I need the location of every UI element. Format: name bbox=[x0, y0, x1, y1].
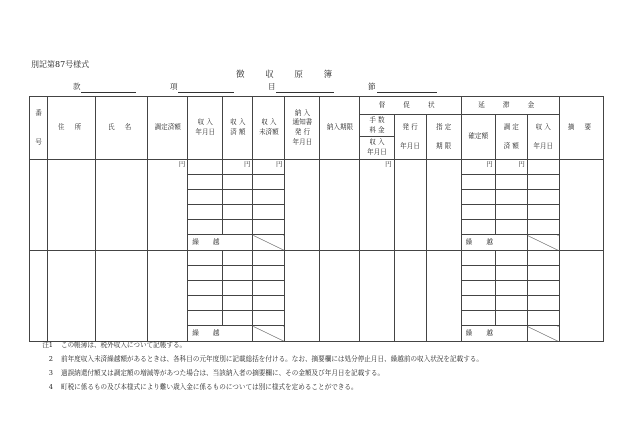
late-carryover-label: 繰 越 bbox=[461, 235, 527, 251]
cell-late-recv bbox=[527, 175, 559, 190]
cell-notice bbox=[285, 160, 320, 251]
header-due: 納入期限 bbox=[320, 97, 360, 160]
cell-received bbox=[223, 296, 253, 311]
note-3: 3 過誤納還付額又は調定額の増減等があつた場合は、当該納入者の摘要欄に、その金額及び年月日を記載する。 bbox=[48, 369, 385, 377]
cell-late-recv bbox=[527, 266, 559, 281]
cell-received bbox=[223, 205, 253, 220]
cell-issue bbox=[394, 160, 426, 251]
header-ban: 番 号 bbox=[30, 97, 48, 160]
carryover-label: 繰 越 bbox=[188, 326, 253, 342]
cell-receipt-date bbox=[188, 160, 223, 175]
cell-issue bbox=[394, 251, 426, 342]
cell-name bbox=[96, 251, 148, 342]
cell-received bbox=[223, 281, 253, 296]
carryover-diagonal bbox=[253, 235, 285, 251]
meta-kan bbox=[73, 83, 81, 91]
header-designated: 指 定 期 限 bbox=[426, 115, 461, 160]
late-carryover-label: 繰 越 bbox=[461, 326, 527, 342]
cell-late-recv bbox=[527, 160, 559, 175]
header-received: 収 入 済 額 bbox=[223, 97, 253, 160]
cell-late-assessed bbox=[495, 205, 527, 220]
cell-remarks bbox=[559, 160, 603, 251]
header-issue: 発 行 年月日 bbox=[394, 115, 426, 160]
cell-unreceived bbox=[253, 220, 285, 235]
cell-received bbox=[223, 266, 253, 281]
cell-fixed bbox=[461, 220, 495, 235]
note-1: 注1 この帳簿は、税外収入について記帳する。 bbox=[42, 341, 187, 349]
cell-address bbox=[48, 251, 96, 342]
cell-receipt-date bbox=[188, 251, 223, 266]
cell-receipt-date bbox=[188, 205, 223, 220]
carryover-label: 繰 越 bbox=[188, 235, 253, 251]
cell-fee bbox=[360, 251, 394, 342]
cell-receipt-date bbox=[188, 190, 223, 205]
cell-receipt-date bbox=[188, 266, 223, 281]
cell-ban bbox=[30, 251, 48, 342]
ledger-title: 徴 収 原 簿 bbox=[236, 70, 333, 80]
form-number: 別記第87号様式 bbox=[31, 60, 90, 69]
cell-fee: 円 bbox=[360, 160, 394, 251]
meta-kou bbox=[170, 83, 178, 91]
cell-fixed bbox=[461, 281, 495, 296]
header-fixed: 確定額 bbox=[461, 115, 495, 160]
meta-kou-line bbox=[178, 92, 234, 93]
cell-late-recv bbox=[527, 205, 559, 220]
cell-late-recv bbox=[527, 296, 559, 311]
cell-remarks bbox=[559, 251, 603, 342]
header-name: 氏 名 bbox=[96, 97, 148, 160]
header-address: 住 所 bbox=[48, 97, 96, 160]
header-fee: 手 数 料 金 bbox=[360, 115, 394, 137]
cell-late-recv bbox=[527, 220, 559, 235]
cell-late-assessed bbox=[495, 190, 527, 205]
cell-unreceived bbox=[253, 251, 285, 266]
cell-received bbox=[223, 190, 253, 205]
meta-setsu bbox=[368, 83, 376, 91]
cell-receipt-date bbox=[188, 281, 223, 296]
cell-fixed bbox=[461, 190, 495, 205]
cell-late-recv bbox=[527, 311, 559, 326]
cell-fixed bbox=[461, 296, 495, 311]
cell-receipt-date bbox=[188, 296, 223, 311]
cell-late-assessed bbox=[495, 281, 527, 296]
cell-due bbox=[320, 251, 360, 342]
cell-unreceived bbox=[253, 296, 285, 311]
cell-unreceived bbox=[253, 311, 285, 326]
cell-late-assessed bbox=[495, 175, 527, 190]
cell-ban bbox=[30, 160, 48, 251]
header-tokusoku: 督 促 状 bbox=[360, 97, 461, 115]
header-late-assessed: 調 定 済 額 bbox=[495, 115, 527, 160]
cell-received bbox=[223, 175, 253, 190]
note-4: 4 町税に係るもの及び本様式により難い歳入金に係るものについては別に様式を定めることができる。 bbox=[48, 383, 358, 391]
cell-late-assessed bbox=[495, 296, 527, 311]
meta-moku-label: 目 bbox=[268, 82, 276, 91]
cell-late-assessed bbox=[495, 311, 527, 326]
header-notice: 納 入 通知書 発 行 年月日 bbox=[285, 97, 320, 160]
late-carryover-diagonal bbox=[527, 235, 559, 251]
cell-unreceived bbox=[253, 205, 285, 220]
cell-unreceived bbox=[253, 281, 285, 296]
cell-late-recv bbox=[527, 190, 559, 205]
cell-receipt-date bbox=[188, 311, 223, 326]
cell-notice bbox=[285, 251, 320, 342]
cell-assessed: 円 bbox=[148, 160, 188, 251]
cell-fixed bbox=[461, 266, 495, 281]
cell-due bbox=[320, 160, 360, 251]
notes bbox=[31, 338, 483, 394]
cell-received bbox=[223, 251, 253, 266]
header-assessed: 調定済額 bbox=[148, 97, 188, 160]
cell-designated bbox=[426, 160, 461, 251]
header-entaikin: 延 滞 金 bbox=[461, 97, 559, 115]
cell-late-assessed bbox=[495, 251, 527, 266]
cell-fixed bbox=[461, 251, 495, 266]
meta-kan-line bbox=[81, 92, 136, 93]
cell-late-assessed: 円 bbox=[495, 160, 527, 175]
cell-assessed bbox=[148, 251, 188, 342]
cell-received: 円 bbox=[223, 160, 253, 175]
cell-fixed: 円 bbox=[461, 160, 495, 175]
header-unreceived: 収 入 未済額 bbox=[253, 97, 285, 160]
meta-kou-label: 項 bbox=[170, 82, 178, 91]
late-carryover-diagonal bbox=[527, 326, 559, 342]
header-remarks: 摘 要 bbox=[559, 97, 603, 160]
ledger-table bbox=[29, 96, 604, 342]
cell-late-recv bbox=[527, 281, 559, 296]
header-fee-recv: 収 入 年月日 bbox=[360, 137, 394, 160]
meta-moku bbox=[268, 83, 276, 91]
cell-address bbox=[48, 160, 96, 251]
cell-received bbox=[223, 220, 253, 235]
meta-setsu-line bbox=[377, 92, 437, 93]
cell-fixed bbox=[461, 311, 495, 326]
cell-late-recv bbox=[527, 251, 559, 266]
cell-unreceived bbox=[253, 190, 285, 205]
header-receipt-date: 収 入 年月日 bbox=[188, 97, 223, 160]
cell-unreceived bbox=[253, 266, 285, 281]
header-late-recv: 収 入 年月日 bbox=[527, 115, 559, 160]
cell-receipt-date bbox=[188, 175, 223, 190]
meta-setsu-label: 節 bbox=[368, 82, 376, 91]
cell-name bbox=[96, 160, 148, 251]
cell-designated bbox=[426, 251, 461, 342]
meta-moku-line bbox=[276, 92, 334, 93]
cell-late-assessed bbox=[495, 220, 527, 235]
meta-kan-label: 款 bbox=[73, 82, 81, 91]
note-2: 2 前年度収入未済繰越額があるときは、各科目の元年度別に記載総括を付ける。なお、摘要欄には処分停止月日、繰越前の収入状況を記載する。 bbox=[48, 355, 483, 363]
cell-unreceived: 円 bbox=[253, 160, 285, 175]
cell-receipt-date bbox=[188, 220, 223, 235]
cell-received bbox=[223, 311, 253, 326]
cell-fixed bbox=[461, 175, 495, 190]
cell-fixed bbox=[461, 205, 495, 220]
cell-unreceived bbox=[253, 175, 285, 190]
cell-late-assessed bbox=[495, 266, 527, 281]
